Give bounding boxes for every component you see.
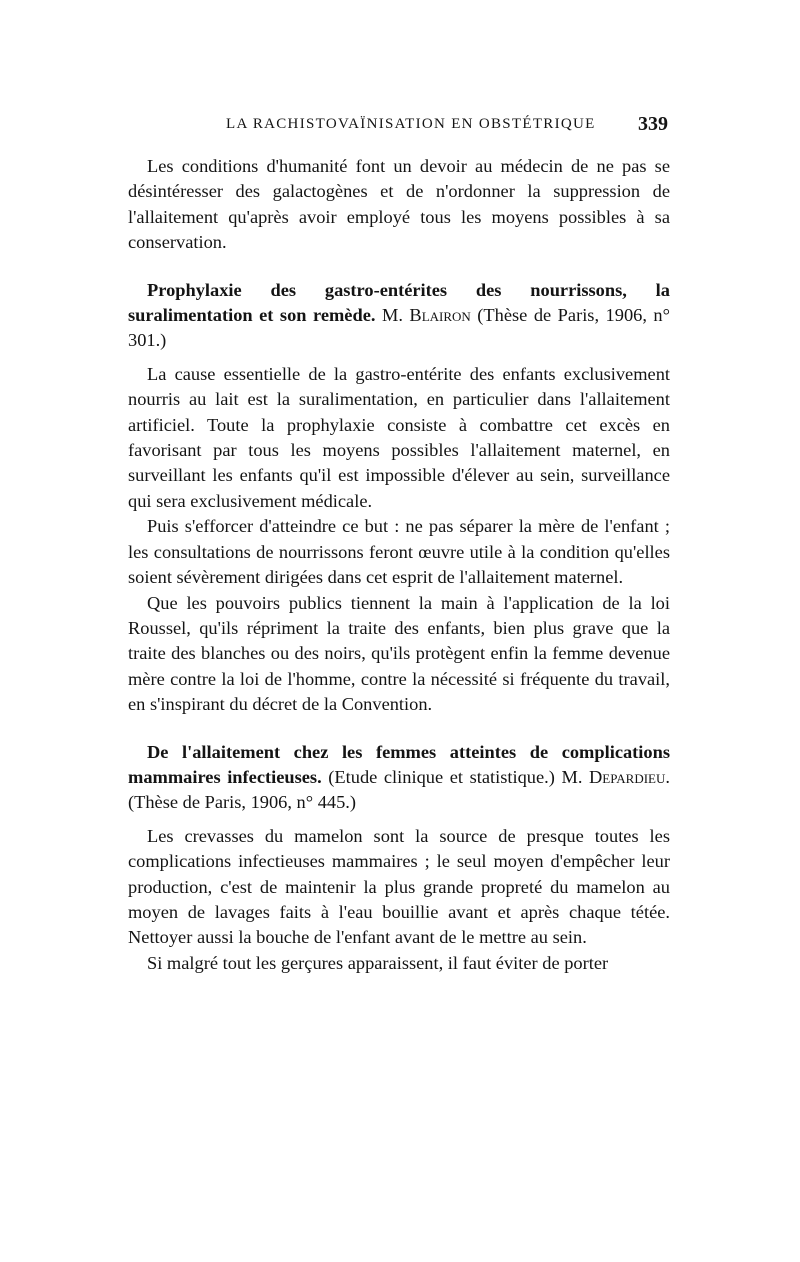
paragraph: Que les pouvoirs publics tiennent la main à l'application de la loi Roussel, qu'ils répriment la traite des enfants, bien plus grave que la traite des blanches ou des noirs, qu'ils protègent enfin la femme devenue mère contre la loi de l'homme, contre la nécessité si fréquente du travail, en s'inspirant du décret de la Convention. [128,592,670,715]
entry-blairon [128,278,670,718]
paragraph: Puis s'efforcer d'atteindre ce but : ne pas séparer la mère de l'enfant ; les consultations de nourrissons feront œuvre utile à la condition qu'elles soient sévèrement dirigées dans cet esprit de l'allaitement maternel. [128,516,670,588]
page-header [128,113,668,138]
running-title: LA RACHISTOVAÏNISATION EN OBSTÉTRIQUE [226,116,596,132]
entry-heading [128,278,670,354]
author-name: Depardieu. [589,766,670,787]
author-prefix: M. [561,766,583,787]
entry-title: De l'allaitement chez les femmes atteintes de complications mammaires infectieuses. [128,741,670,787]
author-prefix: M. [381,305,403,326]
intro-paragraph: Les conditions d'humanité font un devoir au médecin de ne pas se désintéresser des galactogènes et de n'ordonner la suppression de l'allaitement qu'après avoir employé tous les moyens possibles à sa conservation. [128,156,670,253]
entry-depardieu [128,740,670,977]
entry-subtitle: (Etude clinique et statistique.) [328,766,555,787]
body-text [128,154,670,976]
entry-heading [128,740,670,816]
entry-title: Prophylaxie des gastro-entérites des nourrissons, la suralimentation et son remède. [128,279,670,326]
page-number: 339 [638,113,668,135]
source-reference: (Thèse de Paris, 1906, n° 445.) [128,792,356,813]
source-reference: (Thèse de Paris, 1906, n° 301.) [128,305,670,351]
paragraph: La cause essentielle de la gastro-entérite des enfants exclusivement nourris au lait est la suralimentation, en particulier dans l'allaitement artificiel. Toute la prophylaxie consiste à combattre cet excès en favorisant par tous les moyens possibles l'allaitement maternel, en surveillant les enfants qu'il est impossible d'élever au sein, surveillance qui sera exclusivement médicale. [128,363,670,511]
paragraph: Si malgré tout les gerçures apparaissent, il faut éviter de porter [147,952,609,973]
author-name: Blairon [409,305,471,326]
paragraph: Les crevasses du mamelon sont la source de presque toutes les complications infectieuses mammaires ; le seul moyen d'empêcher leur production, c'est de maintenir la plus grande propreté du mamelon au moyen de lavages faits à l'eau bouillie avant et après chaque tétée. Nettoyer aussi la bouche de l'enfant avant de le mettre au sein. [128,825,670,948]
